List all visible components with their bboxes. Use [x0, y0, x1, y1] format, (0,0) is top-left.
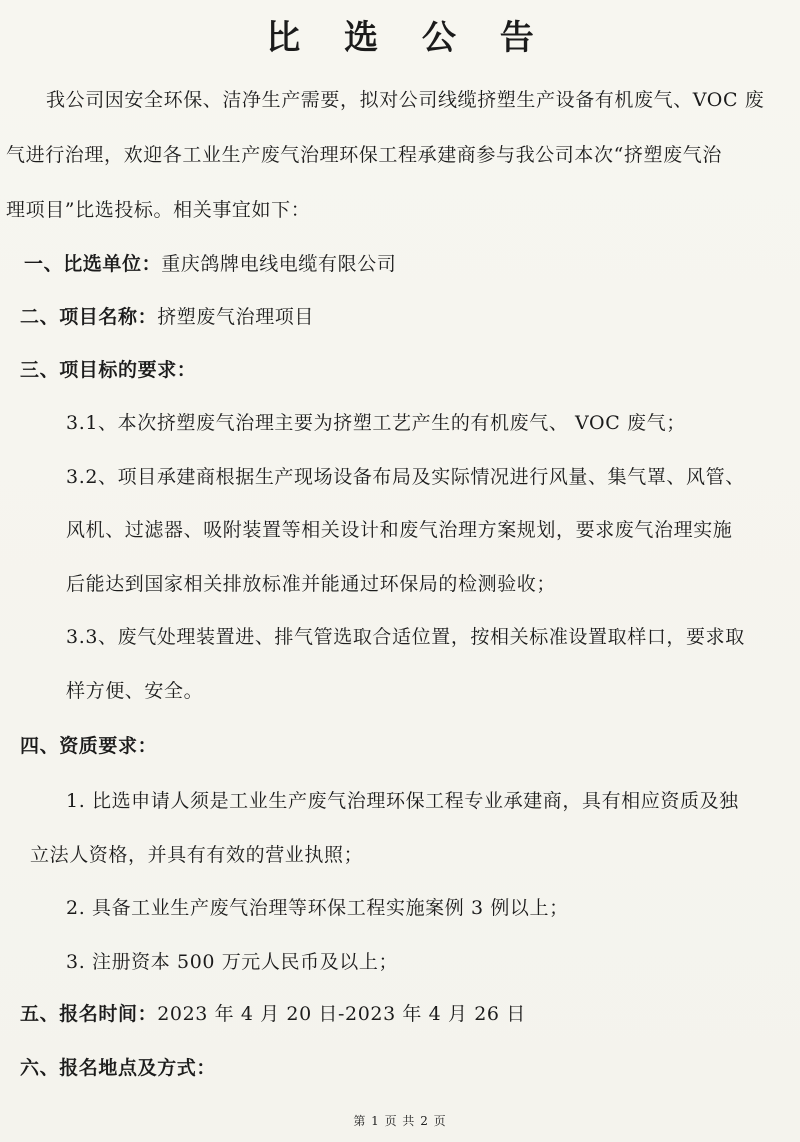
requirement-line-4: 后能达到国家相关排放标准并能通过环保局的检测验收； [66, 573, 557, 595]
qualification-line-1: 1. 比选申请人须是工业生产废气治理环保工程专业承建商，具有相应资质及独 [66, 790, 739, 812]
registration-time-value: 2023 年 4 月 20 日-2023 年 4 月 26 日 [157, 1003, 526, 1025]
requirement-line-5: 3.3、废气处理装置进、排气管选取合适位置，按相关标准设置取样口，要求取 [66, 626, 745, 648]
section-heading-registration-time: 五、报名时间： [20, 1003, 158, 1025]
section-heading-bidding-unit: 一、比选单位： [24, 253, 162, 275]
section-heading-registration-place: 六、报名地点及方式： [20, 1057, 217, 1079]
document-title: 比 选 公 告 [266, 18, 550, 58]
requirement-line-2: 3.2、项目承建商根据生产现场设备布局及实际情况进行风量、集气罩、风管、 [66, 466, 745, 488]
section-project-name [20, 305, 314, 329]
section-heading-requirements: 三、项目标的要求： [20, 359, 197, 381]
intro-line-2: 气进行治理，欢迎各工业生产废气治理环保工程承建商参与我公司本次“挤塑废气治 [6, 144, 722, 166]
qualification-line-2: 立法人资格，并具有有效的营业执照； [30, 844, 364, 866]
section-heading-project-name: 二、项目名称： [20, 306, 158, 328]
requirement-line-6: 样方便、安全。 [66, 680, 204, 702]
section-registration-time [20, 1002, 526, 1026]
section-bidding-unit [24, 252, 396, 276]
requirement-line-3: 风机、过滤器、吸附装置等相关设计和废气治理方案规划，要求废气治理实施 [66, 519, 733, 541]
qualification-line-4: 3. 注册资本 500 万元人民币及以上； [66, 951, 399, 973]
bidding-unit-value: 重庆鸽牌电线电缆有限公司 [161, 253, 397, 275]
project-name-value: 挤塑废气治理项目 [157, 306, 315, 328]
qualification-line-3: 2. 具备工业生产废气治理等环保工程实施案例 3 例以上； [66, 897, 569, 919]
requirement-line-1: 3.1、本次挤塑废气治理主要为挤塑工艺产生的有机废气、 VOC 废气； [66, 412, 686, 434]
intro-line-3: 理项目”比选投标。相关事宜如下： [6, 199, 311, 221]
intro-line-1: 我公司因安全环保、洁净生产需要，拟对公司线缆挤塑生产设备有机废气、VOC 废 [46, 89, 765, 111]
page-footer: 第 1 页 共 2 页 [353, 1114, 447, 1128]
section-heading-qualifications: 四、资质要求： [20, 735, 158, 757]
